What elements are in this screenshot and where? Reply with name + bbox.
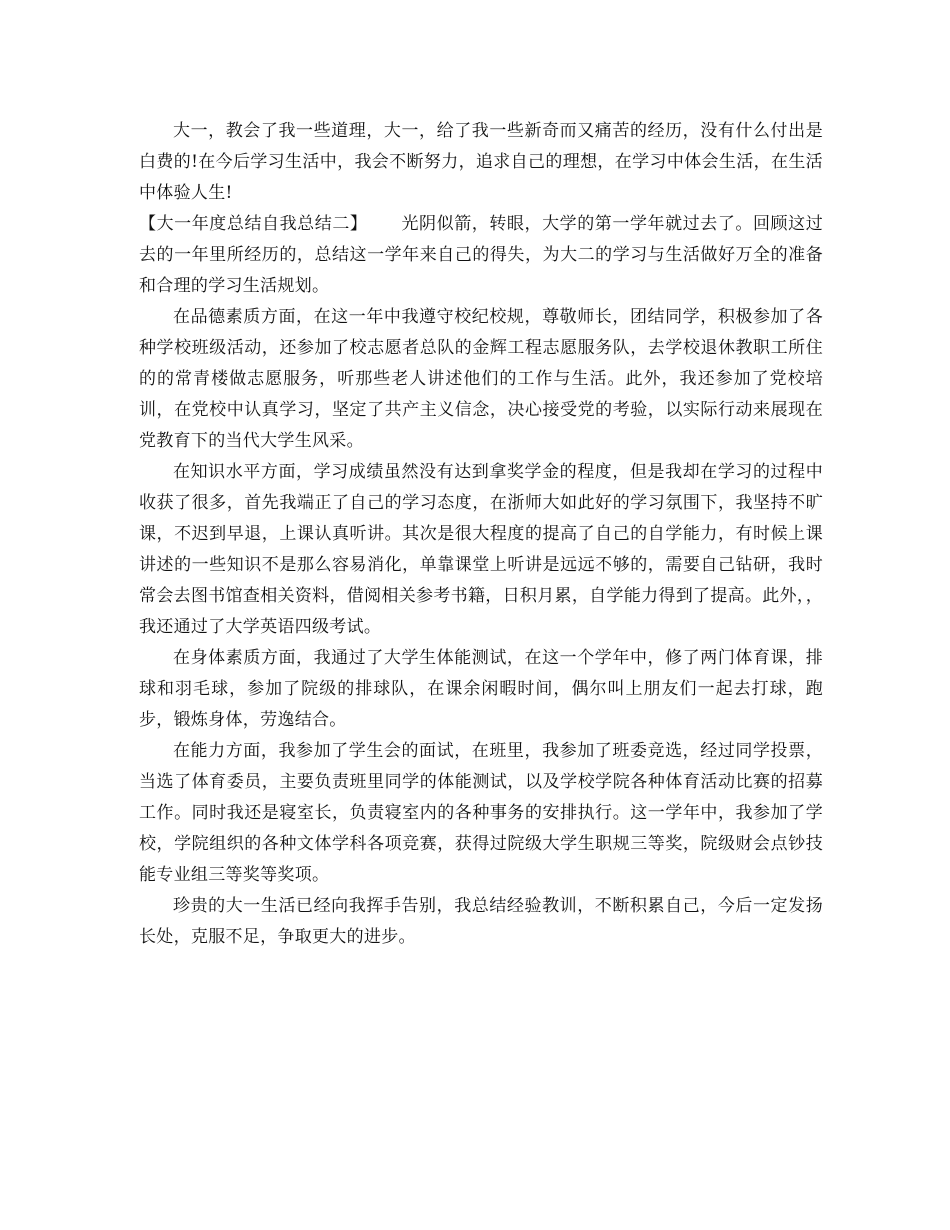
section-paragraph (139, 209, 823, 302)
body-paragraph-physical: 在身体素质方面，我通过了大学生体能测试，在这一个学年中，修了两门体育课，排球和羽毛球，参加了院级的排球队，在课余闲暇时间，偶尔叫上朋友们一起去打球，跑步，锻炼身体，劳逸结合。 (139, 648, 823, 730)
body-paragraph-moral: 在品德素质方面，在这一年中我遵守校纪校规，尊敬师长，团结同学，积极参加了各种学校班级活动，还参加了校志愿者总队的金辉工程志愿服务队，去学校退休教职工所住的的常青楼做志愿服务，听那些老人讲述他们的工作与生活。此外，我还参加了党校培训，在党校中认真学习，坚定了共产主义信念，决心接受党的考验，以实际行动来展现在党教育下的当代大学生风采。 (139, 307, 823, 451)
body-paragraph-conclusion: 珍贵的大一生活已经向我挥手告别，我总结经验教训，不断积累自己，今后一定发扬长处，克服不足，争取更大的进步。 (139, 896, 823, 947)
section-opening-text: 光阴似箭，转眼，大学的第一学年就过去了。回顾这过去的一年里所经历的，总结这一学年来自己的得失，为大二的学习与生活做好万全的准备和合理的学习生活规划。 (139, 214, 824, 296)
document-body (139, 116, 823, 953)
body-paragraph-knowledge: 在知识水平方面，学习成绩虽然没有达到拿奖学金的程度，但是我却在学习的过程中收获了很多，首先我端正了自己的学习态度，在浙师大如此好的学习氛围下，我坚持不旷课，不迟到早退，上课认真听讲。其次是很大程度的提高了自己的自学能力，有时候上课讲述的一些知识不是那么容易消化，单靠课堂上听讲是远远不够的，需要自己钻研，我时常会去图书馆查相关资料，借阅相关参考书籍，日积月累，自学能力得到了提高。此外，，我还通过了大学英语四级考试。 (139, 462, 823, 637)
intro-paragraph: 大一，教会了我一些道理，大一，给了我一些新奇而又痛苦的经历，没有什么付出是白费的!在今后学习生活中，我会不断努力，追求自己的理想，在学习中体会生活，在生活中体验人生! (139, 121, 823, 203)
section-title: 【大一年度总结自我总结二】 (139, 214, 368, 234)
body-paragraph-ability: 在能力方面，我参加了学生会的面试，在班里，我参加了班委竞选，经过同学投票，当选了体育委员，主要负责班里同学的体能测试，以及学校学院各种体育活动比赛的招募工作。同时我还是寝室长，负责寝室内的各种事务的安排执行。这一学年中，我参加了学校，学院组织的各种文体学科各项竞赛，获得过院级大学生职规三等奖，院级财会点钞技能专业组三等奖等奖项。 (139, 741, 823, 885)
